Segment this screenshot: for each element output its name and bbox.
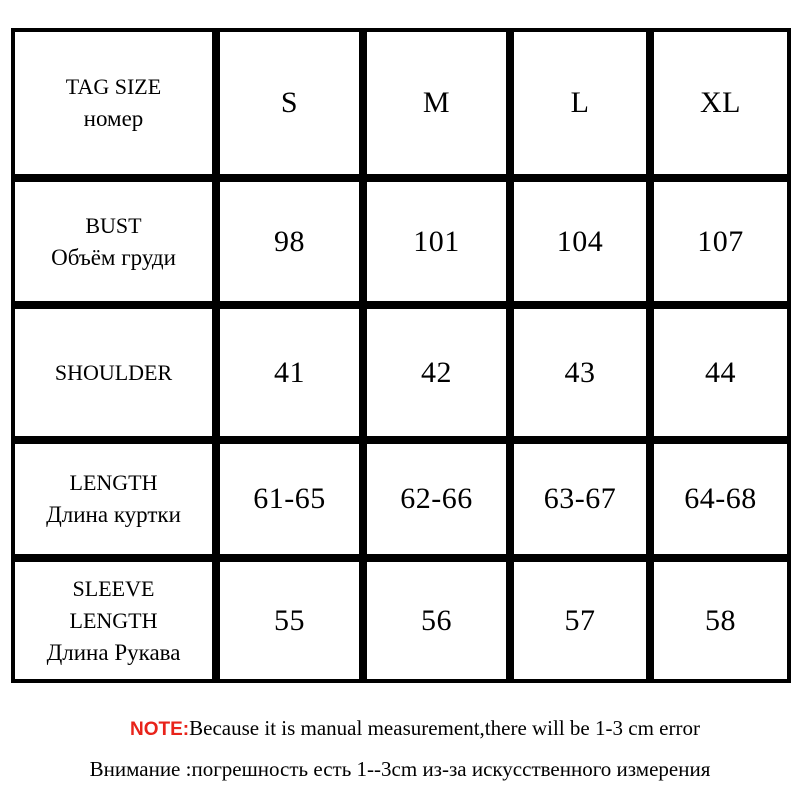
length-label-en: LENGTH xyxy=(69,470,158,495)
sleeve-length-label-cell xyxy=(11,558,216,683)
note-russian: Внимание :погрешность есть 1--3cm из-за искусственного измерения xyxy=(89,757,711,781)
shoulder-label-en: SHOULDER xyxy=(54,359,173,385)
size-header-l: L xyxy=(510,28,650,178)
size-header-m: M xyxy=(363,28,510,178)
size-chart-table xyxy=(11,28,791,683)
length-value-l: 63-67 xyxy=(510,440,650,558)
sleeve-length-row xyxy=(11,558,791,683)
tag-size-label: TAG SIZE xyxy=(65,74,162,99)
shoulder-value-s: 41 xyxy=(216,305,363,440)
note-label: NOTE: xyxy=(130,719,190,740)
note-text-en: Because it is manual measurement,there will be 1-3 cm error xyxy=(189,716,700,740)
sleeve-label-line-2: LENGTH xyxy=(69,607,158,633)
sleeve-label-line-1: SLEEVE xyxy=(72,575,155,601)
bust-label-ru: Объём груди xyxy=(51,244,176,270)
size-header-xl: XL xyxy=(650,28,791,178)
length-value-s: 61-65 xyxy=(216,440,363,558)
sleeve-label-ru: Длина Рукава xyxy=(46,639,181,665)
length-label-cell xyxy=(11,440,216,558)
header-row xyxy=(11,28,791,178)
length-value-xl: 64-68 xyxy=(650,440,791,558)
sleeve-value-s: 55 xyxy=(216,558,363,683)
header-label-cell xyxy=(11,28,216,178)
bust-value-l: 104 xyxy=(510,178,650,305)
shoulder-value-m: 42 xyxy=(363,305,510,440)
sleeve-length-label xyxy=(15,573,212,669)
bust-label-cell xyxy=(11,178,216,305)
size-header-s: S xyxy=(216,28,363,178)
bust-value-xl: 107 xyxy=(650,178,791,305)
length-label xyxy=(15,467,212,531)
shoulder-label-cell xyxy=(11,305,216,440)
length-value-m: 62-66 xyxy=(363,440,510,558)
length-row xyxy=(11,440,791,558)
shoulder-row xyxy=(11,305,791,440)
sleeve-value-xl: 58 xyxy=(650,558,791,683)
header-label xyxy=(15,71,212,135)
bust-label xyxy=(15,210,212,274)
sleeve-value-l: 57 xyxy=(510,558,650,683)
length-label-ru: Длина куртки xyxy=(46,502,181,527)
shoulder-label xyxy=(15,357,212,389)
bust-label-en: BUST xyxy=(85,212,142,238)
tag-size-label-ru: номер xyxy=(83,106,144,131)
bust-row xyxy=(11,178,791,305)
sleeve-value-m: 56 xyxy=(363,558,510,683)
bust-value-s: 98 xyxy=(216,178,363,305)
shoulder-value-xl: 44 xyxy=(650,305,791,440)
bust-value-m: 101 xyxy=(363,178,510,305)
note-english xyxy=(0,716,800,741)
shoulder-value-l: 43 xyxy=(510,305,650,440)
